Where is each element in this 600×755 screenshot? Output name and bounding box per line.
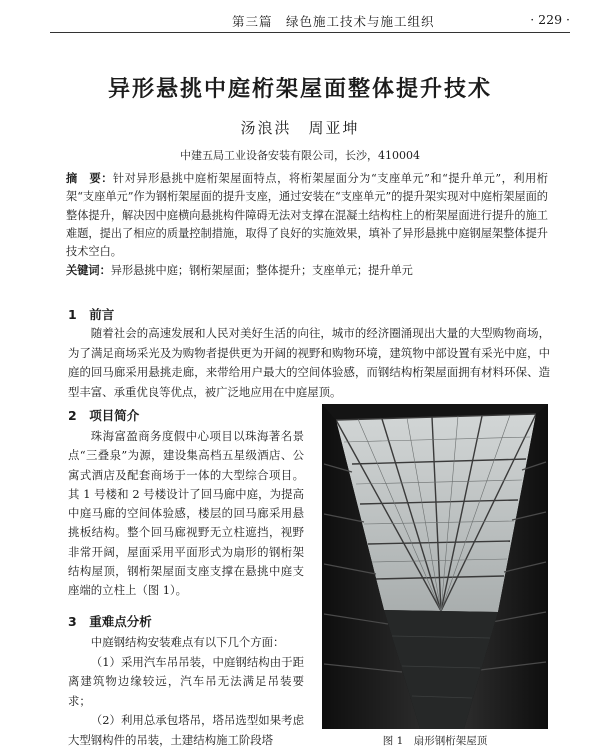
abstract-text: 针对异形悬挑中庭桁架屋面特点，将桁架屋面分为“支座单元”和“提升单元”，利用桁架“支座单元”作为钢桁架屋面的提升支座，通过安装在“支座单元”的提升架实现对中庭桁架屋面的整体提升，解决因中庭横向悬挑构件障碍无法对支撑在混凝土结构柱上的桁架屋面进行提升的施工难题，提出了相应的质量控制措施，取得了良好的实施效果，填补了异形悬挑中庭钢屋架整体提升技术空白。 [66,172,548,259]
header-section-title: 第三篇 绿色施工技术与施工组织 [232,14,435,29]
section-1-body: 随着社会的高速发展和人民对美好生活的向往，城市的经济圈涌现出大量的大型购物商场，为了满足商场采光及为购物者提供更为开阔的视野和购物环境，建筑物中部设置有采光中庭，中庭的回马廊采用悬挑走廊，来带给用户最大的空间体验感，而钢结构桁架屋面拥有材料环保、造型丰富、承重优良等优点，被广泛地应用在中庭屋顶。 [68,326,550,399]
figure-1-photo [322,404,548,729]
truss-roof-photo [322,404,548,729]
authors: 汤浪洪 周亚坤 [240,119,360,137]
affiliation: 中建五局工业设备安装有限公司，长沙，410004 [180,149,420,162]
keywords [66,262,548,280]
section-1-heading: 1 前言 [68,307,115,322]
abstract [66,170,548,261]
section-3-item-2: （2）利用总承包塔吊，塔吊选型如果考虑大型钢构件的吊装，土建结构施工阶段塔 [68,713,304,747]
section-3-heading: 3 重难点分析 [68,614,152,629]
running-header [50,8,570,30]
page-number: · 229 · [530,12,570,27]
keywords-label: 关键词： [66,264,111,277]
section-3-intro: 中庭钢结构安装难点有以下几个方面： [90,635,285,649]
section-3-body [68,633,304,750]
section-2-body: 珠海富盈商务度假中心项目以珠海著名景点“三叠泉”为源，建设集高档五星级酒店、公寓式酒店及配套商场于一体的大型综合项目。其 1 号楼和 2 号楼设计了回马廊中庭，为提高中庭马廊的空间体验感，楼层的回马廊采用悬挑板结构。整个回马廊视野无立柱遮挡，视野非常开阔，屋面采用平面形式为扇形的钢桁架结构屋顶，钢桁架屋面支座支撑在悬挑中庭支座端的立柱上（图 1）。 [68,429,304,598]
figure-1-caption: 图 1 扇形钢桁架屋顶 [382,735,488,747]
paper-title: 异形悬挑中庭桁架屋面整体提升技术 [107,76,492,102]
header-rule [50,32,570,33]
section-3-item-1: （1）采用汽车吊吊装，中庭钢结构由于距离建筑物边缘较远，汽车吊无法满足吊装要求； [68,654,304,708]
keywords-text: 异形悬挑中庭；钢桁架屋面；整体提升；支座单元；提升单元 [110,264,413,277]
abstract-label: 摘 要： [66,172,113,185]
section-2-heading: 2 项目简介 [68,408,140,423]
